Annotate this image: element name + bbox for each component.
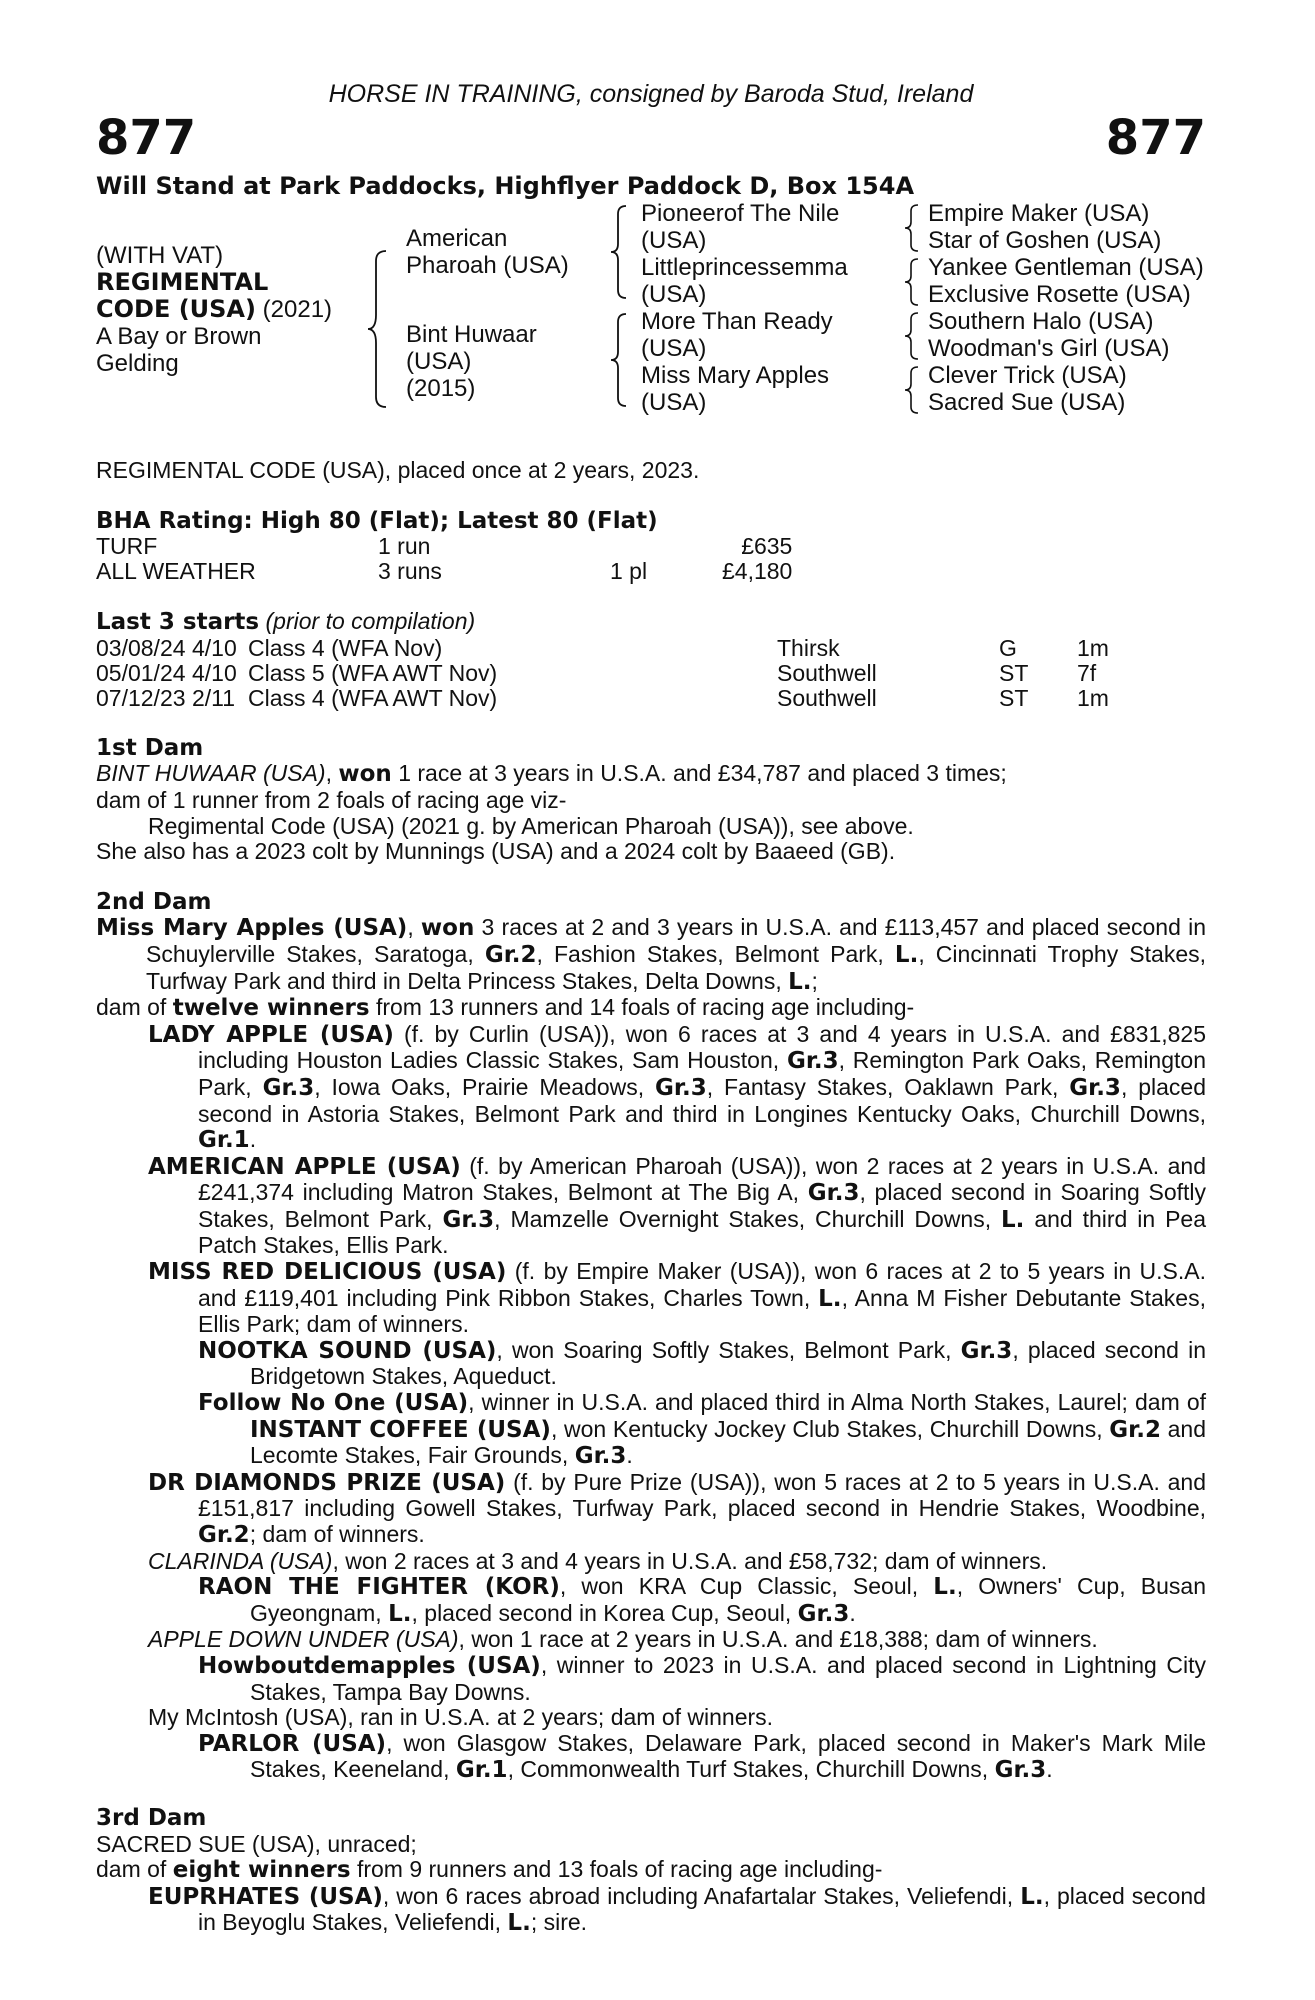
- table-row: ALL WEATHER 3 runs 1 pl £4,180: [96, 558, 793, 585]
- lot-number-right: 877: [1105, 110, 1206, 166]
- brace-sire-parents: [608, 202, 630, 302]
- list-item: DR DIAMONDS PRIZE (USA) (f. by Pure Prize (USA)), won 5 races at 2 to 5 years in U.S.A. and £151,817 including Gowell Stakes, Turfway Park, placed second in Hendrie Stakes, Woodbine, Gr.2; dam of winners.: [148, 1468, 1206, 1548]
- grandsire-1: Pioneerof The Nile (USA): [641, 200, 840, 254]
- list-item: EUPRHATES (USA), won 6 races abroad including Anafartalar Stakes, Veliefendi, L., placed second in Beyoglu Stakes, Veliefendi, L.; sire.: [148, 1882, 1206, 1937]
- second-dam-entry: Miss Mary Apples (USA), won 3 races at 2 and 3 years in U.S.A. and £113,457 and placed second in Schuylerville Stakes, Saratoga, Gr.2, Fashion Stakes, Belmont Park, L., Cincinnati Trophy Stakes, Turfway Park and third in Delta Princess Stakes, Delta Downs, L.;: [96, 914, 1206, 995]
- race-summary: REGIMENTAL CODE (USA), placed once at 2 years, 2023.: [96, 457, 700, 483]
- lot-number-left: 877: [96, 110, 197, 166]
- horse-colour: A Bay or Brown: [96, 323, 262, 350]
- first-dam-title: 1st Dam: [96, 734, 204, 761]
- stand-location: Will Stand at Park Paddocks, Highflyer Paddock D, Box 154A: [96, 172, 915, 200]
- bha-rating: BHA Rating: High 80 (Flat); Latest 80 (Flat): [96, 507, 658, 534]
- dam-name: Bint Huwaar (USA) (2015): [406, 321, 537, 402]
- list-item: CLARINDA (USA), won 2 races at 3 and 4 years in U.S.A. and £58,732; dam of winners.: [148, 1547, 1048, 1574]
- sire-name: American Pharoah (USA): [406, 225, 569, 279]
- great-grandparents: Empire Maker (USA) Star of Goshen (USA) Yankee Gentleman (USA) Exclusive Rosette (USA) Southern Halo (USA) Woodman's Girl (USA) Clever Trick (USA) Sacred Sue (USA): [928, 200, 1204, 416]
- third-dam-title: 3rd Dam: [96, 1804, 207, 1831]
- table-row: 05/01/24 4/10 Class 5 (WFA AWT Nov) Southwell ST 7f: [96, 659, 1097, 686]
- grandsire-2: More Than Ready (USA): [641, 308, 833, 362]
- table-row: TURF 1 run £635: [96, 533, 793, 560]
- granddam-2: Miss Mary Apples (USA): [641, 362, 830, 416]
- list-item: NOOTKA SOUND (USA), won Soaring Softly Stakes, Belmont Park, Gr.3, placed second in Bridgetown Stakes, Aqueduct.: [198, 1336, 1207, 1390]
- horse-name-line1: REGIMENTAL: [96, 268, 269, 296]
- list-item: LADY APPLE (USA) (f. by Curlin (USA)), won 6 races at 3 and 4 years in U.S.A. and £831,825 including Houston Ladies Classic Stakes, Sam Houston, Gr.3, Remington Park Oaks, Remington Park, Gr.3, Iowa Oaks, Prairie Meadows, Gr.3, Fantasy Stakes, Oaklawn Park, Gr.3, placed second in Astoria Stakes, Belmont Park and third in Longines Kentucky Oaks, Churchill Downs, Gr.1.: [148, 1020, 1206, 1154]
- pedigree-table: [96, 200, 1226, 425]
- brace-dam-parents: [608, 310, 630, 410]
- horse-identity: [96, 242, 332, 377]
- last-starts-table: [96, 636, 1109, 711]
- list-item: PARLOR (USA), won Glasgow Stakes, Delaware Park, placed second in Maker's Mark Mile Stakes, Keeneland, Gr.1, Commonwealth Turf Stakes, Churchill Downs, Gr.3.: [198, 1729, 1206, 1784]
- consignor-line: HORSE IN TRAINING, consigned by Baroda Stud, Ireland: [328, 80, 974, 108]
- performance-table: [96, 534, 792, 584]
- horse-foaling-year: (2021): [255, 296, 333, 323]
- list-item: MISS RED DELICIOUS (USA) (f. by Empire Maker (USA)), won 6 races at 2 to 5 years in U.S.A. and £119,401 including Pink Ribbon Stakes, Charles Town, L., Anna M Fisher Debutante Stakes, Ellis Park; dam of winners.: [148, 1258, 1207, 1338]
- brace-g4: [902, 364, 922, 416]
- list-item: AMERICAN APPLE (USA) (f. by American Pharoah (USA)), won 2 races at 2 years in U.S.A. and £241,374 including Matron Stakes, Belmont at The Big A, Gr.3, placed second in Soaring Softly Stakes, Belmont Park, Gr.3, Mamzelle Overnight Stakes, Churchill Downs, L. and third in Pea Patch Stakes, Ellis Park.: [148, 1152, 1206, 1259]
- horse-name-line2: CODE (USA): [96, 295, 256, 323]
- list-item: RAON THE FIGHTER (KOR), won KRA Cup Classic, Seoul, L., Owners' Cup, Busan Gyeongnam, L., placed second in Korea Cup, Seoul, Gr.3.: [198, 1573, 1206, 1627]
- last-starts-title: Last 3 starts: [96, 609, 260, 636]
- horse-sex: Gelding: [96, 350, 179, 377]
- brace-g1: [902, 202, 922, 254]
- list-item: APPLE DOWN UNDER (USA), won 1 race at 2 years in U.S.A. and £18,388; dam of winners.: [148, 1626, 1098, 1653]
- second-dam-title: 2nd Dam: [96, 888, 212, 915]
- list-item: My McIntosh (USA), ran in U.S.A. at 2 years; dam of winners.: [148, 1704, 774, 1731]
- vat-note: (WITH VAT): [96, 242, 224, 269]
- brace-g2: [902, 256, 922, 308]
- list-item: Howboutdemapples (USA), winner to 2023 in U.S.A. and placed second in Lightning City Stakes, Tampa Bay Downs.: [198, 1651, 1206, 1705]
- table-row: 07/12/23 2/11 Class 4 (WFA AWT Nov) Southwell ST 1m: [96, 684, 1109, 711]
- brace-sire-dam: [364, 245, 394, 415]
- brace-g3: [902, 310, 922, 362]
- granddam-1: Littleprincessemma (USA): [641, 254, 848, 308]
- table-row: 03/08/24 4/10 Class 4 (WFA Nov) Thirsk G 1m: [96, 634, 1109, 661]
- catalogue-body: REGIMENTAL CODE (USA), placed once at 2 years, 2023. BHA Rating: High 80 (Flat); Latest 80 (Flat) TURF 1 run £635 ALL WEATHER 3 runs 1 pl £4,180 Last 3 starts (prior to compilation) 03/08/24 4/10 Class 4 (WFA Nov) Thirsk G 1m 05/01/24 4/10 Class 5 (WFA AWT Nov) Southwell ST 7f 07/12/23 2/11 Class 4 (WFA AWT Nov) Southwell ST 1m 1st Dam BINT HUWAAR (USA), won 1 race at 3 years in U.S.A. and £34,787 and placed 3 times; dam of 1 runner from 2 foals of racing age viz- Regimental Code (USA) (2021 g. by American Pharoah (USA)), see above. She also has a 2023 colt by Munnings (USA) and a 2024 colt by Baaeed (GB). 2nd Dam Miss Mary Apples (USA), won 3 races at 2 and 3 years in U.S.A. and £113,457 and placed second in Schuylerville Stakes, Saratoga, Gr.2, Fashion Stakes, Belmont Park, L., Cincinnati Trophy Stakes, Turfway Park and third in Delta Princess Stakes, Delta Downs, L.; dam of twelve winners from 13 runners and 14 foals of racing age including- LADY APPLE (USA) (f. by Curlin (USA)), won 6 races at 3 and 4 years in U.S.A. and £831,825 including Houston Ladies Classic Stakes, Sam Houston, Gr.3, Remington Park Oaks, Remington Park, Gr.3, Iowa Oaks, Prairie Meadows, Gr.3, Fantasy Stakes, Oaklawn Park, Gr.3, placed second in Astoria Stakes, Belmont Park and third in Longines Kentucky Oaks, Churchill Downs, Gr.1. AMERICAN APPLE (USA) (f. by American Pharoah (USA)), won 2 races at 2 years in U.S.A. and £241,374 including Matron Stakes, Belmont at The Big A, Gr.3, placed second in Soaring Softly Stakes, Belmont Park, Gr.3, Mamzelle Overnight Stakes, Churchill Downs, L. and third in Pea Patch Stakes, Ellis Park. MISS RED DELICIOUS (USA) (f. by Empire Maker (USA)), won 6 races at 2 to 5 years in U.S.A. and £119,401 including Pink Ribbon Stakes, Charles Town, L., Anna M Fisher Debutante Stakes, Ellis Park; dam of winners. NOOTKA SOUND (USA), won Soaring Softly Stakes, Belmont Park, Gr.3, placed second in Bridgetown Stakes, Aqueduct. Follow No One (USA), winner in U.S.A. and placed third in Alma North Stakes, Laurel; dam of INSTANT COFFEE (USA), won Kentucky Jockey Club Stakes, Churchill Downs, Gr.2 and Lecomte Stakes, Fair Grounds, Gr.3. DR DIAMONDS PRIZE (USA) (f. by Pure Prize (USA)), won 5 races at 2 to 5 years in U.S.A. and £151,817 including Gowell Stakes, Turfway Park, placed second in Hendrie Stakes, Woodbine, Gr.2; dam of winners. CLARINDA (USA), won 2 races at 3 and 4 years in U.S.A. and £58,732; dam of winners. RAON THE FIGHTER (KOR), won KRA Cup Classic, Seoul, L., Owners' Cup, Busan Gyeongnam, L., placed second in Korea Cup, Seoul, Gr.3. APPLE DOWN UNDER (USA), won 1 race at 2 years in U.S.A. and £18,388; dam of winners. Howboutdemapples (USA), winner to 2023 in U.S.A. and placed second in Lightning City Stakes, Tampa Bay Downs. My McIntosh (USA), ran in U.S.A. at 2 years; dam of winners. PARLOR (USA), won Glasgow Stakes, Delaware Park, placed second in Maker's Mark Mile Stakes, Keeneland, Gr.1, Commonwealth Turf Stakes, Churchill Downs, Gr.3. 3rd Dam SACRED SUE (USA), unraced; dam of eight winners from 9 runners and 13 foals of racing age including- EUPRHATES (USA), won 6 races abroad including Anafartalar Stakes, Veliefendi, L., placed second in Beyoglu Stakes, Veliefendi, L.; sire.: [96, 457, 1207, 1937]
- list-item: Follow No One (USA), winner in U.S.A. and placed third in Alma North Stakes, Laurel; dam of INSTANT COFFEE (USA), won Kentucky Jockey Club Stakes, Churchill Downs, Gr.2 and Lecomte Stakes, Fair Grounds, Gr.3.: [198, 1389, 1206, 1470]
- last-starts-note: (prior to compilation): [265, 608, 476, 635]
